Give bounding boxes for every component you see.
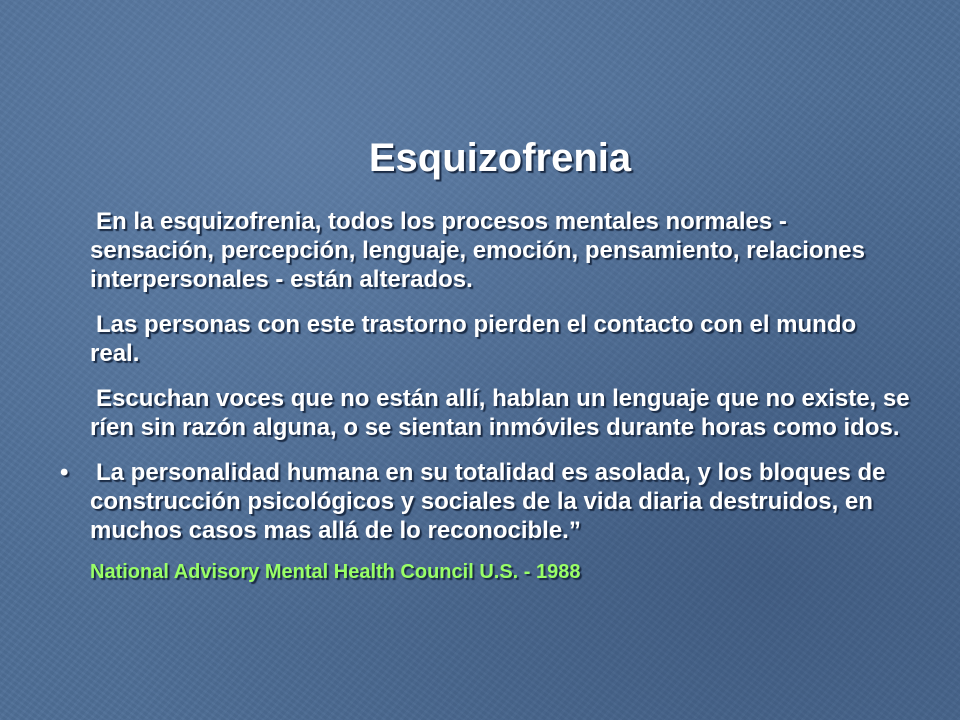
paragraph-personality: La personalidad humana en su totalidad es asolada, y los bloques de construcción psicológicos y sociales de la vida diaria destruidos, en muchos casos mas allá de lo reconocible.” — [90, 459, 886, 544]
paragraph-reality-loss: Las personas con este trastorno pierden el contacto con el mundo real. — [90, 311, 857, 367]
paragraph-symptoms: Escuchan voces que no están allí, hablan un lenguaje que no existe, se ríen sin razón alguna, o se sientan inmóviles durante horas como idos. — [90, 385, 910, 441]
slide-title: Esquizofrenia — [368, 136, 632, 180]
slide-body — [60, 207, 910, 584]
bullet-item-personality — [60, 458, 910, 545]
paragraph-definition: En la esquizofrenia, todos los procesos mentales normales - sensación, percepción, lenguaje, emoción, pensamiento, relaciones interpersonales - están alterados. — [90, 208, 865, 293]
source-citation: National Advisory Mental Health Council U.S. - 1988 — [90, 561, 581, 583]
bullet-icon: • — [60, 459, 69, 486]
